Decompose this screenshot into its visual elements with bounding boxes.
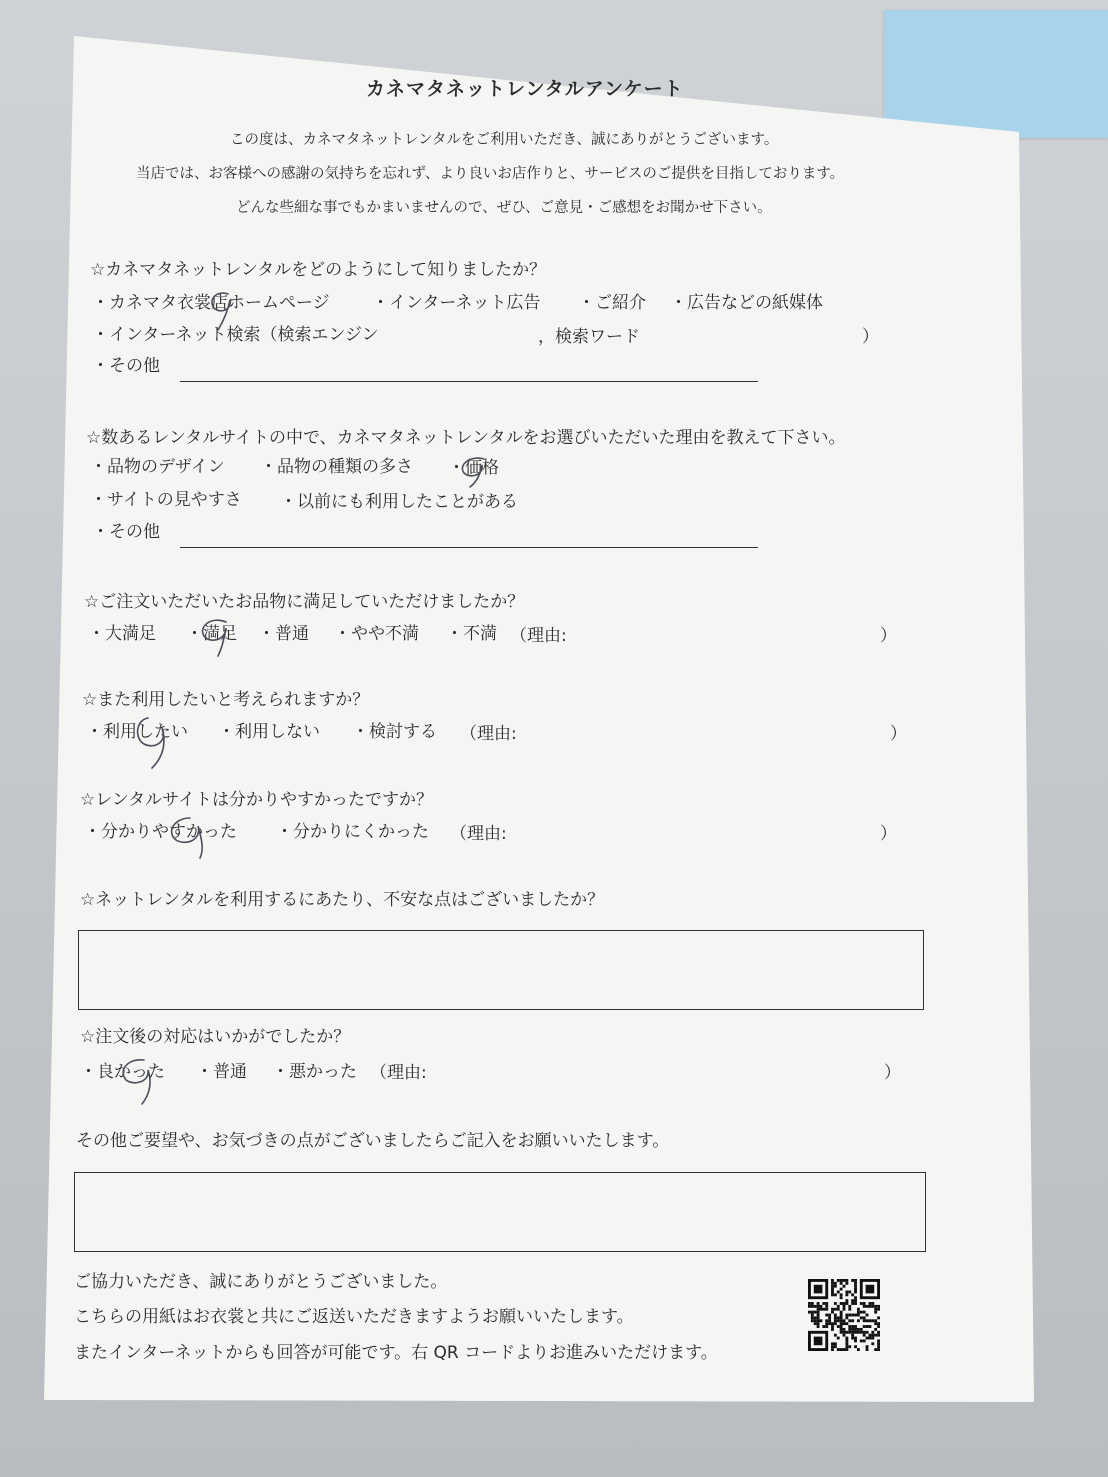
q7-reason-label: （理由: <box>370 1063 427 1083</box>
qr-code[interactable] <box>808 1279 880 1351</box>
q1-question: ☆カネマタネットレンタルをどのようにして知りましたか？ <box>90 260 547 280</box>
q1-paren-close: ） <box>862 327 879 347</box>
intro-line-2: 当店では、お客様への感謝の気持ちを忘れず、より良いお店作りと、サービスのご提供を目指しております。 <box>136 166 845 182</box>
selected-check-q7 <box>110 1054 166 1108</box>
q4-option-consider[interactable]: ・検討する <box>352 722 437 742</box>
selected-check-q4 <box>126 712 178 774</box>
q4-reason-label: （理由: <box>460 724 517 744</box>
q6-answer-box[interactable] <box>78 930 924 1010</box>
q2-option-design[interactable]: ・品物のデザイン <box>90 457 225 477</box>
q4-question: ☆また利用したいと考えられますか？ <box>82 690 370 710</box>
q2-option-readability[interactable]: ・サイトの見やすさ <box>90 490 242 510</box>
q1-other-line[interactable] <box>180 381 758 382</box>
selected-check-q3 <box>192 614 242 660</box>
q2-option-price[interactable]: ・価格 <box>448 458 499 478</box>
q1-option-homepage[interactable]: ・カネマタ衣裳店ホームページ <box>92 293 330 313</box>
q1-option-paper-media[interactable]: ・広告などの紙媒体 <box>670 293 823 313</box>
q3-paren-close: ） <box>880 626 897 646</box>
q8-answer-box[interactable] <box>74 1172 926 1252</box>
q4-paren-close: ） <box>890 724 907 744</box>
q8-question: その他ご要望や、お気づきの点がございましたらご記入をお願いいたします。 <box>76 1131 670 1151</box>
page-title: カネマタネットレンタルアンケート <box>366 78 684 100</box>
q3-option-very-satisfied[interactable]: ・大満足 <box>88 624 156 644</box>
q5-option-hard[interactable]: ・分かりにくかった <box>276 822 429 842</box>
q6-question: ☆ネットレンタルを利用するにあたり、不安な点はございましたか？ <box>80 890 605 910</box>
qr-code-graphic <box>808 1279 880 1351</box>
closing-line-3: またインターネットからも回答が可能です。右 QR コードよりお進みいただけます。 <box>74 1343 718 1363</box>
q1-option-net-ad[interactable]: ・インターネット広告 <box>372 293 541 313</box>
selected-check-q5 <box>160 812 216 862</box>
q7-option-bad[interactable]: ・悪かった <box>272 1062 357 1082</box>
q3-option-unsatisfied[interactable]: ・不満 <box>446 624 497 644</box>
q3-question: ☆ご注文いただいたお品物に満足していただけましたか？ <box>84 592 525 612</box>
intro-line-1: この度は、カネマタネットレンタルをご利用いただき、誠にありがとうございます。 <box>230 132 779 148</box>
q5-question: ☆レンタルサイトは分かりやすかったですか？ <box>80 790 433 810</box>
q7-question: ☆注文後の対応はいかがでしたか？ <box>80 1027 351 1047</box>
q4-option-will-use[interactable]: ・利用したい <box>86 722 188 742</box>
q3-option-normal[interactable]: ・普通 <box>258 624 309 644</box>
q2-option-other[interactable]: ・その他 <box>92 522 160 542</box>
closing-line-2: こちらの用紙はお衣裳と共にご返送いただきますようお願いいたします。 <box>74 1307 634 1327</box>
q5-option-easy[interactable]: ・分かりやすかった <box>84 822 237 842</box>
closing-line-1: ご協力いただき、誠にありがとうございました。 <box>74 1272 448 1292</box>
q5-reason-label: （理由: <box>450 824 507 844</box>
q7-paren-close: ） <box>884 1063 901 1083</box>
q4-option-will-not-use[interactable]: ・利用しない <box>218 722 320 742</box>
q1-search-word-label: ，検索ワード <box>538 327 640 347</box>
q2-other-line[interactable] <box>180 547 758 548</box>
selected-check-q1 <box>198 286 244 334</box>
q2-option-variety[interactable]: ・品物の種類の多さ <box>260 457 413 477</box>
q3-reason-label: （理由: <box>510 626 567 646</box>
q1-option-net-search[interactable]: ・インターネット検索（検索エンジン <box>92 325 379 345</box>
q3-option-satisfied[interactable]: ・満足 <box>186 624 237 644</box>
q2-question: ☆数あるレンタルサイトの中で、カネマタネットレンタルをお選びいただいた理由を教えて下さい。 <box>86 428 846 448</box>
q3-option-slightly-unsatisfied[interactable]: ・やや不満 <box>334 624 419 644</box>
q2-option-used-before[interactable]: ・以前にも利用したことがある <box>280 492 518 512</box>
sticky-note <box>884 10 1108 138</box>
selected-check-q2 <box>450 453 500 493</box>
intro-line-3: どんな些細な事でもかまいませんので、ぜひ、ご意見・ご感想をお聞かせ下さい。 <box>236 200 772 216</box>
q1-option-other[interactable]: ・その他 <box>92 356 160 376</box>
q1-option-referral[interactable]: ・ご紹介 <box>578 293 646 313</box>
q5-paren-close: ） <box>880 824 897 844</box>
q7-option-normal[interactable]: ・普通 <box>196 1062 247 1082</box>
q7-option-good[interactable]: ・良かった <box>80 1062 165 1082</box>
